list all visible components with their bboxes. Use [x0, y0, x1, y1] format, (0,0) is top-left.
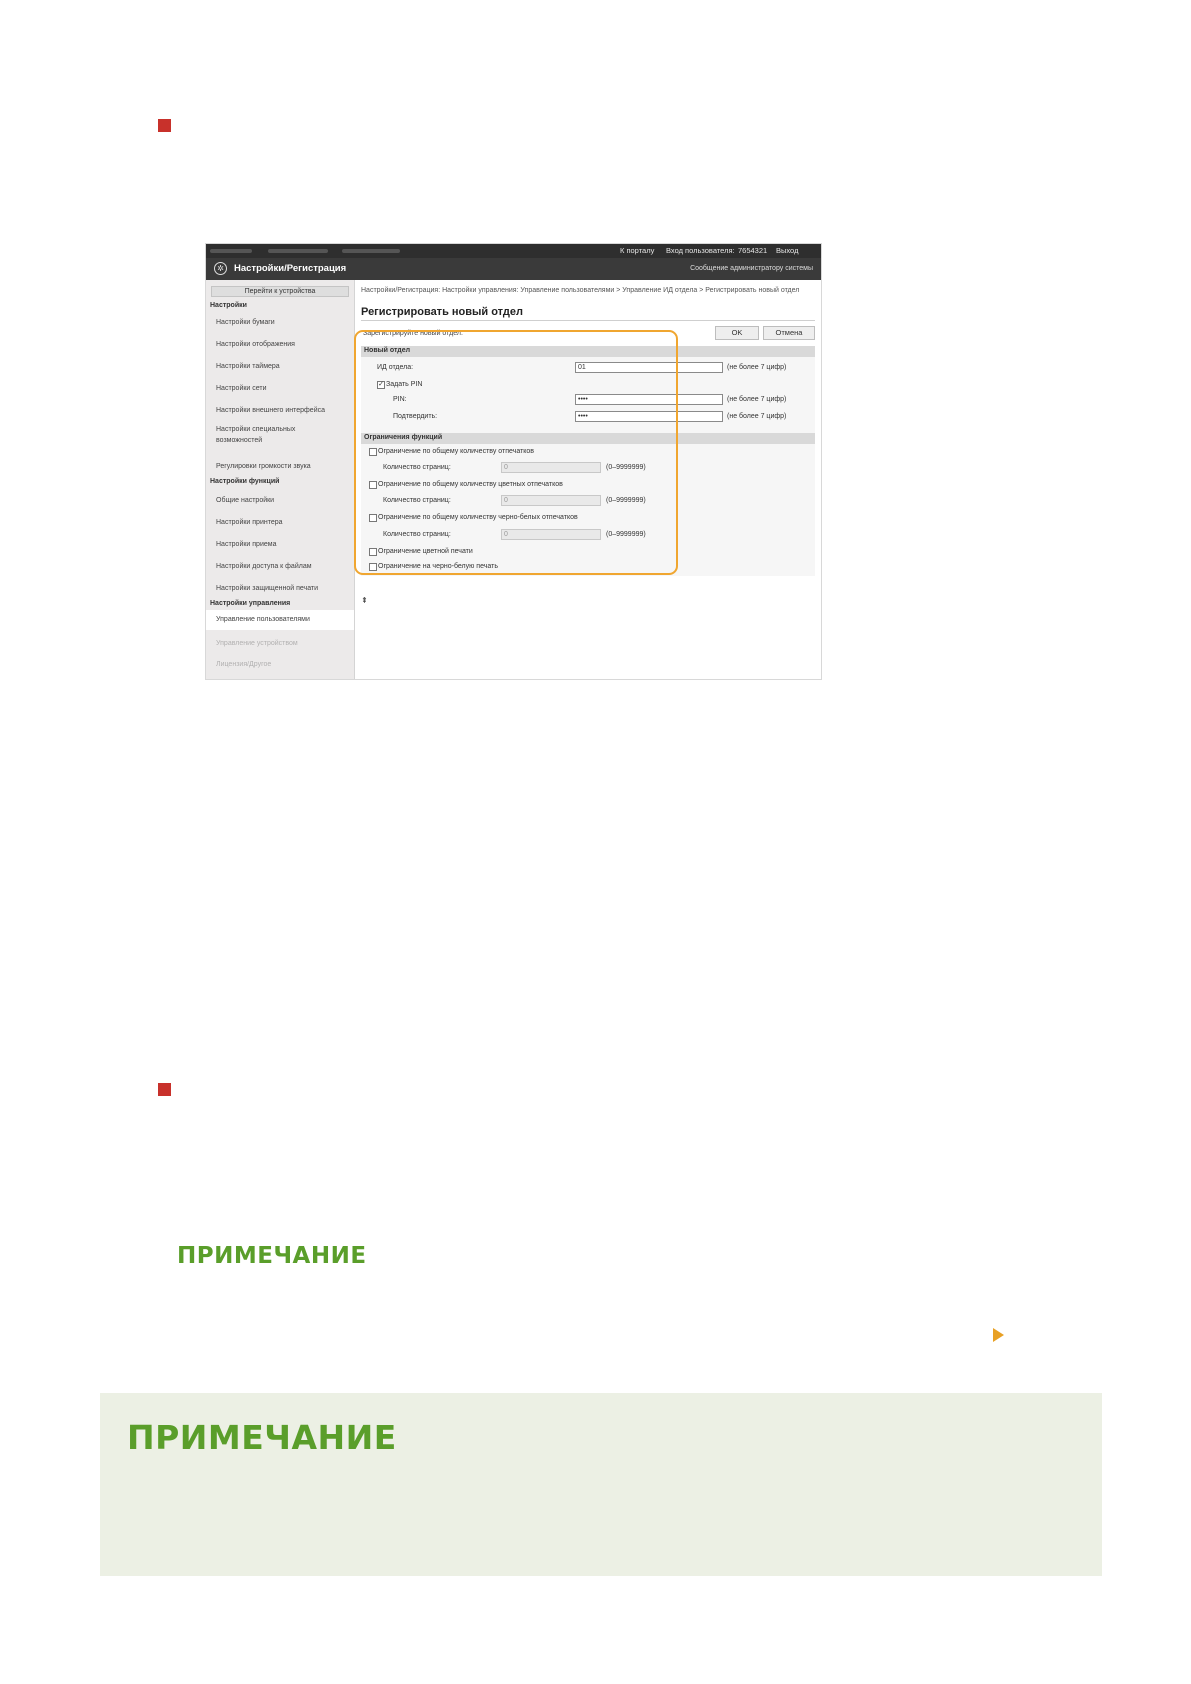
next-page-arrow-icon[interactable] [993, 1328, 1004, 1342]
note-box-heading: ПРИМЕЧАНИЕ [127, 1418, 397, 1457]
sidebar-item-paper[interactable]: Настройки бумаги [216, 319, 275, 326]
sidebar-item-receive[interactable]: Настройки приема [216, 541, 277, 548]
back-to-top-icon[interactable]: ⇞ [361, 596, 368, 605]
inline-note-heading: ПРИМЕЧАНИЕ [177, 1243, 367, 1269]
bw-prints-label: Ограничение по общему количеству черно-белых отпечатков [378, 514, 578, 521]
login-label: Вход пользователя: [666, 246, 735, 255]
header-title: Настройки/Регистрация [234, 263, 347, 274]
orange-highlight-frame [354, 330, 678, 575]
sidebar-section-management: Настройки управления [210, 600, 291, 607]
breadcrumb: Настройки/Регистрация: Настройки управления: Управление пользователями > Управление ИД отдела > Регистрировать новый отдел [361, 287, 800, 294]
bullet-marker-1 [158, 119, 171, 132]
color-print-restrict-label: Ограничение цветной печати [378, 548, 473, 555]
sidebar-item-license[interactable]: Лицензия/Другое [216, 661, 272, 668]
color-pages-label: Количество страниц: [383, 497, 451, 504]
topbar-blurred-2 [268, 249, 328, 253]
cancel-button[interactable]: Отмена [763, 326, 815, 340]
confirm-pin-input[interactable]: •••• [575, 411, 723, 422]
bw-pages-label: Количество страниц: [383, 531, 451, 538]
sidebar-section-settings: Настройки [210, 302, 247, 309]
sidebar-item-printer[interactable]: Настройки принтера [216, 519, 283, 526]
bw-pages-range: (0–9999999) [606, 531, 646, 538]
total-pages-range: (0–9999999) [606, 464, 646, 471]
sidebar [206, 280, 355, 679]
dept-id-input[interactable]: 01 [575, 362, 723, 373]
section-new-dept-title: Новый отдел [364, 347, 411, 354]
sidebar-item-device-management[interactable]: Управление устройством [216, 640, 298, 647]
pin-hint: (не более 7 цифр) [727, 396, 787, 403]
ok-button[interactable]: OK [715, 326, 759, 340]
color-pages-range: (0–9999999) [606, 497, 646, 504]
sidebar-item-network[interactable]: Настройки сети [216, 385, 267, 392]
color-prints-label: Ограничение по общему количеству цветных отпечатков [378, 481, 563, 488]
confirm-label: Подтвердить: [393, 413, 438, 420]
sidebar-item-secure-print[interactable]: Настройки защищенной печати [216, 585, 319, 592]
note-box [100, 1393, 1102, 1576]
admin-message-link[interactable]: Сообщение администратору системы [690, 265, 813, 272]
pin-label: PIN: [393, 396, 407, 403]
portal-link[interactable]: К порталу [620, 246, 655, 255]
screenshot-register-dept [206, 244, 821, 679]
sidebar-section-functions: Настройки функций [210, 478, 280, 485]
total-pages-label: Количество страниц: [383, 464, 451, 471]
sidebar-item-file-access[interactable]: Настройки доступа к файлам [216, 563, 312, 570]
topbar-blurred-1 [210, 249, 252, 253]
user-id: 7654321 [738, 246, 768, 255]
sidebar-item-display[interactable]: Настройки отображения [216, 341, 295, 348]
color-pages-input[interactable]: 0 [501, 495, 601, 506]
topbar [206, 244, 821, 258]
dept-id-hint: (не более 7 цифр) [727, 364, 787, 371]
section-restrictions-title: Ограничения функций [364, 434, 443, 441]
sidebar-item-external-interface[interactable]: Настройки внешнего интерфейса [216, 407, 326, 414]
total-prints-label: Ограничение по общему количеству отпечатков [378, 448, 535, 455]
sidebar-item-general[interactable]: Общие настройки [216, 497, 275, 504]
confirm-hint: (не более 7 цифр) [727, 413, 787, 420]
instruction-text: Зарегистрируйте новый отдел. [363, 330, 463, 337]
set-pin-label: Задать PIN [386, 381, 423, 388]
bw-print-restrict-label: Ограничение на черно-белую печать [378, 563, 499, 570]
bw-pages-input[interactable]: 0 [501, 529, 601, 540]
sidebar-item-accessibility[interactable]: Настройки специальных возможностей [216, 426, 296, 444]
set-pin-checkbox[interactable]: ✓ [378, 381, 384, 388]
total-pages-input[interactable]: 0 [501, 462, 601, 473]
settings-logo-icon: ✲ [214, 262, 227, 275]
logout-link[interactable]: Выход [776, 246, 799, 255]
sidebar-item-timer[interactable]: Настройки таймера [216, 363, 280, 370]
sidebar-item-volume[interactable]: Регулировки громкости звука [216, 463, 311, 470]
page-title: Регистрировать новый отдел [361, 306, 524, 318]
pin-input[interactable]: •••• [575, 394, 723, 405]
header [206, 258, 821, 280]
bullet-marker-2 [158, 1083, 171, 1096]
dept-id-label: ИД отдела: [377, 364, 414, 371]
title-divider [361, 320, 815, 321]
sidebar-item-user-management[interactable]: Управление пользователями [206, 610, 354, 630]
topbar-blurred-3 [342, 249, 400, 253]
portal-button[interactable]: Перейти к устройства [211, 286, 349, 297]
